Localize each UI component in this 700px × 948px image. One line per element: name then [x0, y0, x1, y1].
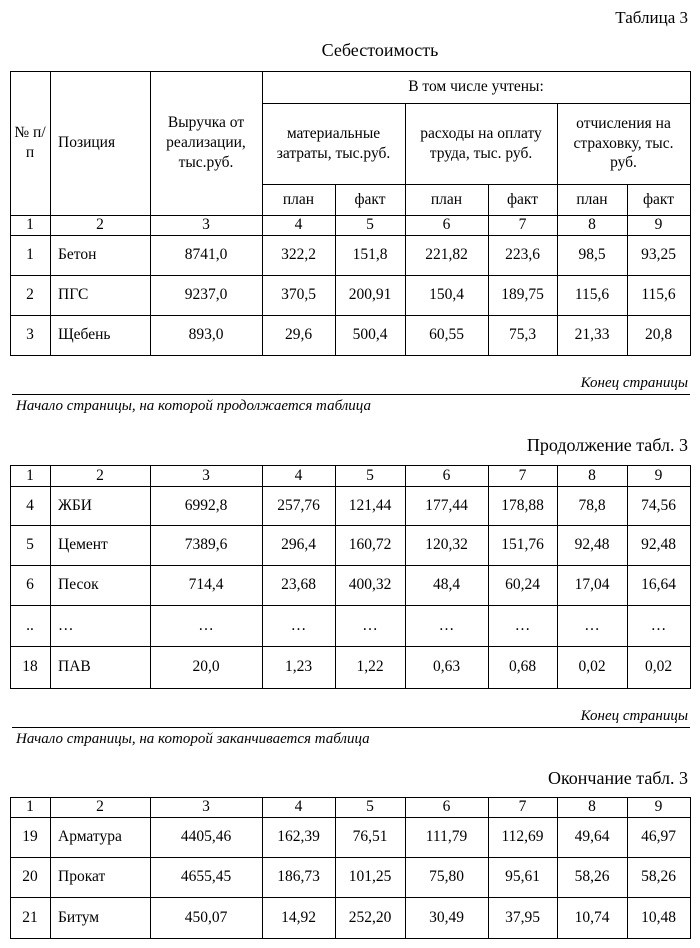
continuation-label: Продолжение табл. 3 [526, 435, 688, 455]
table-cell: 120,32 [425, 536, 468, 554]
column-number: 1 [26, 466, 34, 484]
table-cell: 93,25 [641, 246, 676, 264]
table-cell: … [198, 616, 214, 634]
column-number: 7 [518, 466, 527, 484]
table-cell: 98,5 [578, 246, 606, 264]
page-break-rule-1 [12, 394, 690, 395]
column-number: 7 [518, 216, 527, 234]
table-cell: 151,76 [501, 536, 544, 554]
column-number: 6 [442, 466, 451, 484]
page-start-note-2: Начало страницы, на которой заканчивается таблица [16, 731, 370, 747]
header-fact: факт [354, 190, 386, 208]
page-break-rule-2 [12, 727, 690, 728]
column-number: 6 [442, 798, 451, 816]
page-end-note-1: Конец страницы [580, 375, 688, 391]
table-cell: 2 [26, 286, 34, 304]
table-cell: 252,20 [348, 908, 392, 926]
table-cell: 115,6 [641, 286, 676, 304]
table-cell: 21 [22, 908, 38, 926]
table-cell: 714,4 [188, 576, 224, 594]
header-group: расходы на оплату труда, тыс. руб. [420, 124, 542, 162]
header-plan: план [282, 190, 315, 208]
table-cell: 111,79 [425, 828, 468, 846]
column-number: 1 [26, 216, 34, 234]
column-number: 2 [96, 216, 104, 234]
table-cell: 400,32 [348, 576, 392, 594]
table-cell: 893,0 [188, 326, 224, 344]
table-cell: … [438, 616, 455, 634]
table-cell: 7389,6 [184, 536, 228, 554]
header-plan: план [576, 190, 608, 208]
table-cell: 223,6 [505, 246, 540, 264]
table-caption: Себестоимость [321, 40, 439, 60]
page-end-note-2: Конец страницы [580, 708, 688, 724]
page-start-note-1: Начало страницы, на которой продолжается таблица [16, 398, 371, 414]
table-cell: 30,49 [429, 908, 464, 926]
table-cell: .. [26, 616, 34, 634]
column-number: 2 [96, 798, 104, 816]
table-cell: 75,80 [429, 868, 464, 886]
position-name: Бетон [58, 246, 97, 264]
table-cell: 160,72 [348, 536, 392, 554]
table-cell: 322,2 [281, 246, 316, 264]
column-number: 3 [202, 466, 210, 484]
table-cell: 37,95 [505, 908, 540, 926]
column-number: 5 [366, 216, 374, 234]
column-number: 3 [202, 798, 210, 816]
table-cell: 6 [26, 576, 34, 594]
table-cell: 3 [26, 326, 34, 344]
table-cell: 9237,0 [184, 286, 228, 304]
position-name: ЖБИ [58, 496, 92, 514]
table-cell: 5 [26, 536, 34, 554]
table-cell: 162,39 [277, 828, 320, 846]
table-cell: 0,02 [644, 658, 673, 676]
table-cell: 6992,8 [184, 496, 228, 514]
header-revenue: Выручка от реализации, тыс.руб. [166, 114, 246, 171]
table-cell: 177,44 [425, 496, 468, 514]
table-cell: 4405,46 [180, 828, 232, 846]
table-cell: 0,02 [578, 658, 606, 676]
table-cell: 20,8 [644, 326, 673, 344]
table-cell: 10,48 [641, 908, 676, 926]
table-cell: 18 [22, 658, 38, 676]
column-number: 9 [654, 798, 663, 816]
column-number: 5 [366, 798, 374, 816]
table-cell: 23,68 [281, 576, 316, 594]
column-number: 8 [588, 466, 596, 484]
table-cell: 115,6 [574, 286, 610, 304]
table-cell: 16,64 [641, 576, 676, 594]
table-cell: 17,04 [574, 576, 610, 594]
column-number: 8 [588, 216, 596, 234]
table-cell: 48,4 [432, 576, 461, 594]
table-cell: 29,6 [284, 326, 313, 344]
table-cell: 10,74 [574, 908, 610, 926]
table-cell: 60,55 [429, 326, 464, 344]
table-cell: 189,75 [501, 286, 544, 304]
table-cell: 178,88 [501, 496, 544, 514]
table-cell: 0,68 [508, 658, 537, 676]
table-cell: … [362, 616, 378, 634]
table-cell: 19 [22, 828, 38, 846]
table-cell: 21,33 [574, 326, 610, 344]
table-cell: 60,24 [505, 576, 540, 594]
header-fact: факт [506, 190, 539, 208]
table-cell: 75,3 [508, 326, 537, 344]
table-cell: 121,44 [348, 496, 392, 514]
table-cell: 101,25 [348, 868, 392, 886]
column-number: 5 [366, 466, 374, 484]
header-number: № п/п [14, 124, 46, 161]
table-cell: 92,48 [574, 536, 610, 554]
table-cell: 74,56 [641, 496, 676, 514]
table-cell: 0,63 [432, 658, 461, 676]
header-group: отчисления на страховку, тыс. руб. [573, 114, 674, 172]
column-number: 6 [442, 216, 451, 234]
header-plan: план [430, 190, 463, 208]
table-cell: 450,07 [184, 908, 228, 926]
position-name: Битум [58, 908, 100, 926]
table-cell: 58,26 [641, 868, 676, 886]
table-cell: … [290, 616, 307, 634]
table-cell: 58,26 [574, 868, 610, 886]
position-name: … [58, 616, 74, 634]
column-number: 1 [26, 798, 34, 816]
table-cell: … [514, 616, 531, 634]
table-cell: 112,69 [501, 828, 544, 846]
column-number: 7 [518, 798, 527, 816]
table-cell: 46,97 [641, 828, 676, 846]
table-cell: 76,51 [352, 828, 388, 846]
table-cell: 200,91 [348, 286, 392, 304]
ending-label: Окончание табл. 3 [547, 768, 688, 788]
table-cell: 186,73 [277, 868, 320, 886]
table-cell: 4 [26, 496, 34, 514]
column-number: 9 [654, 216, 663, 234]
column-number: 4 [294, 798, 303, 816]
column-number: 2 [96, 466, 104, 484]
table-cell: 151,8 [352, 246, 388, 264]
position-name: Песок [58, 576, 99, 594]
table-cell: 296,4 [281, 536, 316, 554]
table-cell: 4655,45 [180, 868, 232, 886]
table-number-label: Таблица 3 [615, 8, 688, 27]
table-cell: 370,5 [281, 286, 316, 304]
table-cell: 20,0 [192, 658, 220, 676]
position-name: ПГС [58, 286, 89, 304]
table-cell: 14,92 [281, 908, 316, 926]
position-name: Щебень [58, 326, 111, 344]
table-cell: 1,22 [356, 658, 384, 676]
column-number: 8 [588, 798, 596, 816]
table-cell: 257,76 [277, 496, 320, 514]
table-cell: 78,8 [578, 496, 606, 514]
table-cell: 20 [22, 868, 38, 886]
column-number: 4 [294, 466, 303, 484]
position-name: Арматура [58, 828, 122, 846]
column-number: 3 [202, 216, 210, 234]
column-number: 9 [654, 466, 663, 484]
table-cell: 95,61 [505, 868, 540, 886]
header-including: В том числе учтены: [408, 78, 544, 96]
table-cell: 92,48 [641, 536, 676, 554]
table-cell: 8741,0 [184, 246, 228, 264]
table-cell: 221,82 [425, 246, 468, 264]
table-cell: 1,23 [284, 658, 313, 676]
table-cell: 150,4 [429, 286, 464, 304]
column-number: 4 [294, 216, 303, 234]
table-cell: … [584, 616, 600, 634]
header-fact: факт [642, 190, 675, 208]
table-cell: … [650, 616, 667, 634]
table-cell: 1 [26, 246, 34, 264]
position-name: ПАВ [58, 658, 91, 676]
position-name: Цемент [58, 536, 108, 554]
header-position: Позиция [58, 134, 116, 152]
header-group: материальные затраты, тыс.руб. [276, 124, 391, 162]
table-cell: 500,4 [352, 326, 388, 344]
table-cell: 49,64 [574, 828, 610, 846]
position-name: Прокат [58, 868, 106, 886]
